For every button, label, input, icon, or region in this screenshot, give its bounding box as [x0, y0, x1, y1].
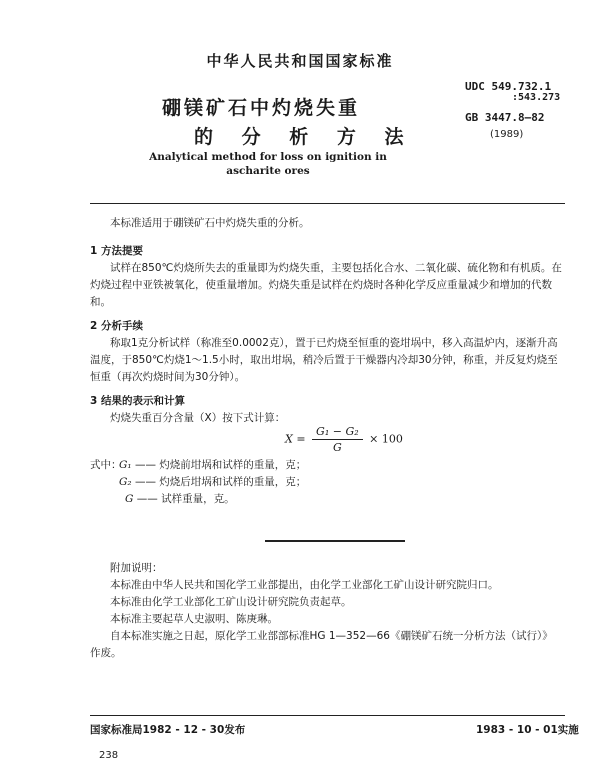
formula-numerator: G₁ − G₂ [312, 425, 363, 440]
definition-symbol: G₂ [119, 476, 132, 488]
definition-row [119, 474, 306, 491]
definition-text: —— 试样重量，克。 [136, 493, 235, 505]
definition-symbol: G [125, 493, 134, 505]
header-divider [90, 203, 565, 204]
section2-body: 称取1克分析试样（称准至0.0002克），置于已灼烧至恒重的瓷坩埚中，移入高温炉内，逐渐升高温度，于850℃灼烧1～1.5小时，取出坩埚，稍冷后置于干燥器内冷却30分钟，称重，并反复灼烧至恒重（再次灼烧时间为30分钟）。 [90, 337, 558, 383]
note-line: 自本标准实施之日起，原化学工业部部标准HG 1—352—66《硼镁矿石统一分析方法（试行）》 [110, 630, 553, 642]
note-line: 本标准由化学工业部化工矿山设计研究院负责起草。 [110, 596, 352, 608]
standard-org-header: 中华人民共和国国家标准 [206, 52, 394, 70]
loss-on-ignition-formula [285, 425, 403, 454]
formula-fraction [312, 425, 363, 454]
formula-intro: 灼烧失重百分含量（X）按下式计算： [110, 412, 286, 424]
formula-lhs: X = [285, 432, 306, 446]
note-line: 本标准由中华人民共和国化学工业部提出，由化学工业部化工矿山设计研究院归口。 [110, 579, 499, 591]
gb-number: GB 3447.8—82 [465, 111, 545, 124]
scope-text: 本标准适用于硼镁矿石中灼烧失重的分析。 [110, 217, 310, 229]
definition-symbol: G₁ [119, 459, 132, 471]
footer-divider [90, 715, 565, 716]
note-line-end: 作废。 [90, 647, 122, 659]
english-title-line2: ascharite ores [226, 165, 310, 177]
formula-denominator: G [332, 441, 342, 454]
revision-year: (1989) [490, 129, 524, 140]
note-line: 本标准主要起草人史淑明、陈庚琳。 [110, 613, 278, 625]
formula-multiplier: × 100 [369, 432, 403, 446]
effective-date: 1983 - 10 - 01实施 [476, 724, 579, 736]
definition-row [125, 491, 235, 508]
issue-date: 国家标准局1982 - 12 - 30发布 [90, 724, 246, 736]
document-title-line2: 的 分 析 方 法 [194, 126, 410, 148]
definition-row [119, 457, 306, 474]
document-title-line1: 硼镁矿石中灼烧失重 [162, 97, 361, 119]
section1-heading: 1 方法提要 [90, 245, 143, 257]
where-label: 式中： [90, 459, 122, 471]
definition-text: —— 灼烧前坩埚和试样的重量，克； [134, 459, 307, 471]
page-number: 238 [99, 750, 119, 761]
section3-heading: 3 结果的表示和计算 [90, 395, 185, 407]
section2-heading: 2 分析手续 [90, 320, 143, 332]
english-title-line1: Analytical method for loss on ignition in [149, 151, 387, 163]
section1-body: 试样在850℃灼烧所失去的重量即为灼烧失重，主要包括化合水、二氧化碳、硫化物和有机质。在灼烧过程中亚铁被氧化，使重量增加。灼烧失重是试样在灼烧时各种化学反应重量减少和增加的代数和。 [90, 262, 562, 308]
notes-divider [265, 540, 405, 542]
definition-text: —— 灼烧后坩埚和试样的重量，克； [134, 476, 307, 488]
notes-heading: 附加说明： [110, 562, 163, 574]
udc-code: UDC 549.732.1 [465, 80, 552, 93]
udc-code-cont: :543.273 [512, 92, 561, 103]
